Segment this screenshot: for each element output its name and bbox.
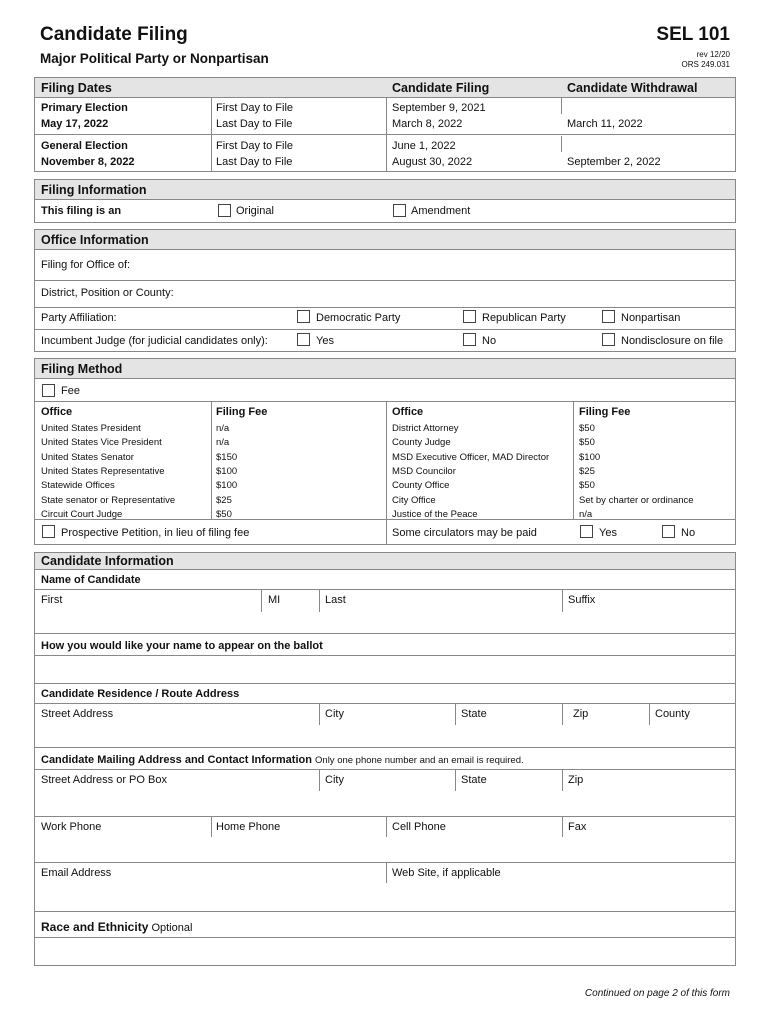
fee-table-fee: $150 [216, 451, 238, 463]
fee-table-fee: n/a [216, 423, 230, 434]
fee-table-office: United States President [41, 423, 141, 434]
website-input[interactable] [387, 883, 735, 909]
incumbent-yes-label: Yes [316, 335, 334, 347]
cell-phone-input[interactable] [387, 837, 562, 861]
fee-table-fee: n/a [216, 437, 230, 449]
original-label: Original [236, 205, 274, 217]
residence-street-input[interactable] [35, 723, 319, 745]
filing-method-header [35, 359, 735, 379]
original-checkbox[interactable] [218, 204, 231, 217]
fee-table-fee: Set by charter or ordinance [579, 494, 694, 506]
name-of-candidate-heading: Name of Candidate [41, 574, 141, 586]
mailing-note: Only one phone number and an email is required. [315, 755, 524, 766]
filing-dates-section [34, 77, 736, 172]
email-label: Email Address [41, 867, 112, 879]
fee-table-office: State senator or Representative [41, 494, 176, 506]
circulators-no-checkbox[interactable] [662, 525, 675, 538]
residence-state-input[interactable] [456, 723, 562, 745]
office-information-header [35, 230, 735, 250]
fee-header-left: Filing Fee [216, 406, 268, 418]
residence-zip-input[interactable] [563, 723, 649, 745]
fee-table-office: City Office [392, 494, 436, 506]
office-label: Filing for Office of: [41, 259, 131, 271]
col-candidate-filing: Candidate Filing [392, 81, 490, 95]
residence-city-input[interactable] [320, 723, 455, 745]
work-phone-label: Work Phone [41, 821, 102, 833]
suffix-label: Suffix [568, 594, 596, 606]
continuation-note: Continued on page 2 of this form [584, 988, 730, 999]
amendment-label: Amendment [411, 205, 471, 217]
mailing-city-input[interactable] [320, 789, 455, 815]
incumbent-yes-checkbox[interactable] [297, 333, 310, 346]
revision-date: rev 12/20 [696, 50, 730, 59]
fee-table-office: Statewide Offices [41, 480, 115, 492]
primary-first-day-label: First Day to File [216, 102, 294, 114]
office-input[interactable] [35, 250, 735, 280]
ballot-name-heading: How you would like your name to appear on the ballot [41, 640, 323, 652]
general-last-day-label: Last Day to File [216, 156, 293, 168]
republican-label: Republican Party [482, 312, 566, 324]
general-first-day: June 1, 2022 [392, 140, 456, 152]
residence-county-label: County [655, 708, 690, 720]
filing-information-header [35, 180, 735, 200]
primary-election-label: Primary Election [41, 102, 128, 114]
last-name-input[interactable] [320, 609, 562, 631]
nonpartisan-label: Nonpartisan [621, 312, 681, 324]
primary-last-day: March 8, 2022 [392, 118, 463, 130]
fee-table-office: MSD Councilor [392, 465, 456, 477]
page-subtitle: Major Political Party or Nonpartisan [40, 51, 269, 66]
primary-withdrawal: March 11, 2022 [567, 118, 643, 130]
filing-type-label: This filing is an [41, 205, 122, 217]
mailing-zip-label: Zip [568, 774, 584, 786]
circulators-no-label: No [681, 527, 696, 539]
residence-city-label: City [325, 708, 344, 720]
candidate-information-header [35, 553, 735, 570]
fee-table-office: County Judge [392, 437, 451, 449]
race-heading-row [41, 920, 192, 934]
mailing-heading-row [41, 754, 524, 766]
fee-table-fee: $25 [579, 465, 595, 477]
middle-initial-label: MI [268, 594, 281, 606]
circulators-yes-label: Yes [599, 527, 617, 539]
first-name-input[interactable] [35, 609, 261, 631]
office-information-heading: Office Information [41, 232, 149, 247]
incumbent-no-checkbox[interactable] [463, 333, 476, 346]
candidate-information-heading: Candidate Information [41, 554, 174, 568]
residence-county-input[interactable] [650, 723, 735, 745]
race-ethnicity-input[interactable] [35, 938, 735, 965]
fee-table-office: Justice of the Peace [392, 508, 478, 520]
race-note: Optional [151, 922, 193, 934]
republican-checkbox[interactable] [463, 310, 476, 323]
party-affiliation-label: Party Affiliation: [41, 312, 117, 324]
page-title: Candidate Filing [40, 24, 188, 45]
fee-checkbox[interactable] [42, 384, 55, 397]
fee-table-office: United States Vice President [41, 437, 162, 449]
office-header-right: Office [392, 406, 424, 418]
amendment-checkbox[interactable] [393, 204, 406, 217]
fee-table-fee: $50 [579, 423, 595, 434]
fee-table-office: MSD Executive Officer, MAD Director [392, 451, 550, 463]
fee-label: Fee [61, 385, 80, 397]
col-candidate-withdrawal: Candidate Withdrawal [567, 81, 698, 95]
general-first-day-label: First Day to File [216, 140, 294, 152]
fee-table-fee: $100 [216, 480, 238, 492]
fee-table-office: County Office [392, 480, 450, 492]
democratic-checkbox[interactable] [297, 310, 310, 323]
district-input[interactable] [35, 281, 735, 307]
democratic-label: Democratic Party [316, 312, 401, 324]
primary-last-day-label: Last Day to File [216, 118, 293, 130]
office-header-left: Office [41, 406, 73, 418]
middle-initial-input[interactable] [262, 609, 319, 631]
circulators-yes-checkbox[interactable] [580, 525, 593, 538]
petition-checkbox[interactable] [42, 525, 55, 538]
fax-label: Fax [568, 821, 587, 833]
fee-table-fee: $50 [216, 508, 232, 520]
mailing-heading: Candidate Mailing Address and Contact Information [41, 754, 312, 766]
mailing-state-label: State [461, 774, 487, 786]
fee-table-fee: $50 [579, 480, 595, 492]
nondisclosure-checkbox[interactable] [602, 333, 615, 346]
fee-table-fee: $50 [579, 437, 595, 449]
race-heading: Race and Ethnicity [41, 920, 149, 934]
nonpartisan-checkbox[interactable] [602, 310, 615, 323]
district-label: District, Position or County: [41, 287, 174, 299]
mailing-city-label: City [325, 774, 344, 786]
fee-table-office: United States Senator [41, 451, 134, 463]
fee-table-fee: $25 [216, 494, 232, 506]
ors-reference: ORS 249.031 [681, 60, 730, 69]
filing-information-heading: Filing Information [41, 182, 147, 197]
mailing-street-label: Street Address or PO Box [41, 774, 167, 786]
fee-table-office: District Attorney [392, 423, 459, 434]
residence-zip-label: Zip [573, 708, 589, 720]
work-phone-input[interactable] [35, 837, 211, 861]
primary-first-day: September 9, 2021 [392, 102, 486, 114]
fee-table-office: Circuit Court Judge [41, 508, 123, 520]
filing-method-heading: Filing Method [41, 361, 123, 376]
home-phone-label: Home Phone [216, 821, 281, 833]
incumbent-judge-label: Incumbent Judge (for judicial candidates only): [41, 335, 268, 347]
residence-street-label: Street Address [41, 708, 114, 720]
residence-state-label: State [461, 708, 487, 720]
general-withdrawal: September 2, 2022 [567, 156, 661, 168]
filing-dates-heading: Filing Dates [41, 80, 112, 95]
last-name-label: Last [325, 594, 346, 606]
circulators-label: Some circulators may be paid [392, 527, 537, 539]
ballot-name-input[interactable] [35, 656, 735, 683]
candidate-information-section [34, 552, 736, 966]
mailing-street-input[interactable] [35, 789, 319, 815]
suffix-input[interactable] [563, 609, 735, 631]
residence-heading: Candidate Residence / Route Address [41, 688, 240, 700]
fee-table-fee: $100 [579, 451, 601, 463]
website-label: Web Site, if applicable [392, 867, 501, 879]
incumbent-no-label: No [482, 335, 497, 347]
email-input[interactable] [35, 883, 386, 909]
filing-dates-header [35, 78, 735, 98]
home-phone-input[interactable] [212, 837, 386, 861]
revision-info [682, 50, 730, 70]
nondisclosure-label: Nondisclosure on file [621, 335, 724, 347]
first-name-label: First [41, 594, 63, 606]
fee-table-fee: $100 [216, 465, 238, 477]
primary-election-date: May 17, 2022 [41, 118, 109, 130]
mailing-zip-input[interactable] [563, 789, 735, 815]
petition-label: Prospective Petition, in lieu of filing fee [61, 527, 250, 539]
fax-input[interactable] [563, 837, 735, 861]
general-election-date: November 8, 2022 [41, 156, 135, 168]
general-last-day: August 30, 2022 [392, 156, 473, 168]
office-information-section [34, 229, 736, 352]
fee-header-right: Filing Fee [579, 406, 631, 418]
mailing-state-input[interactable] [456, 789, 562, 815]
general-election-label: General Election [41, 140, 128, 152]
form-id: SEL 101 [656, 24, 730, 45]
filing-method-section [34, 358, 736, 545]
fee-table-office: United States Representative [41, 465, 165, 477]
filing-information-section [34, 179, 736, 223]
fee-table-fee: n/a [579, 508, 593, 520]
cell-phone-label: Cell Phone [392, 821, 446, 833]
